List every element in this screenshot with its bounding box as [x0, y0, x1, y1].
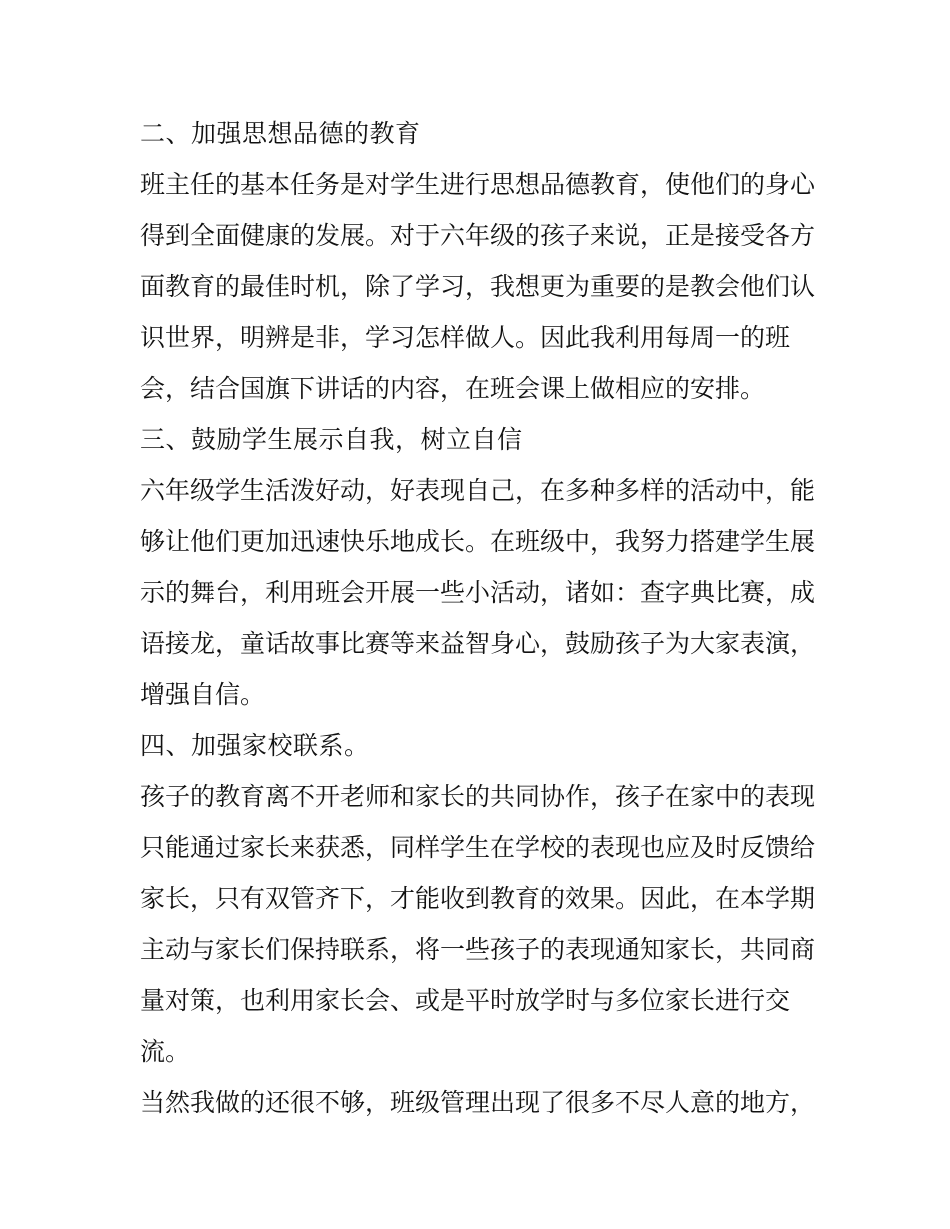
paragraph-line: 孩子的教育离不开老师和家长的共同协作，孩子在家中的表现: [140, 782, 816, 811]
paragraph-line: 班主任的基本任务是对学生进行思想品德教育，使他们的身心: [140, 170, 816, 199]
paragraph-line: 够让他们更加迅速快乐地成长。在班级中，我努力搭建学生展: [140, 527, 816, 556]
paragraph-line: 得到全面健康的发展。对于六年级的孩子来说，正是接受各方: [140, 221, 816, 250]
paragraph-line: 只能通过家长来获悉，同样学生在学校的表现也应及时反馈给: [140, 833, 816, 862]
section-heading-3: 三、鼓励学生展示自我，树立自信: [140, 425, 523, 454]
paragraph-line: 主动与家长们保持联系，将一些孩子的表现通知家长，共同商: [140, 935, 816, 964]
paragraph-line: 语接龙，童话故事比赛等来益智身心，鼓励孩子为大家表演，: [140, 629, 816, 658]
paragraph-line: 六年级学生活泼好动，好表现自己，在多种多样的活动中，能: [140, 476, 816, 505]
section-heading-4: 四、加强家校联系。: [140, 731, 370, 760]
paragraph-line: 家长，只有双管齐下，才能收到教育的效果。因此，在本学期: [140, 884, 816, 913]
paragraph-line: 识世界，明辨是非，学习怎样做人。因此我利用每周一的班: [140, 323, 791, 352]
paragraph-line: 流。: [140, 1037, 191, 1066]
paragraph-line: 示的舞台，利用班会开展一些小活动，诸如：查字典比赛，成: [140, 578, 816, 607]
paragraph-line: 当然我做的还很不够，班级管理出现了很多不尽人意的地方，: [140, 1088, 816, 1117]
paragraph-line: 量对策，也利用家长会、或是平时放学时与多位家长进行交: [140, 986, 791, 1015]
paragraph-line: 增强自信。: [140, 680, 266, 709]
paragraph-line: 面教育的最佳时机，除了学习，我想更为重要的是教会他们认: [140, 272, 816, 301]
paragraph-line: 会，结合国旗下讲话的内容，在班会课上做相应的安排。: [140, 374, 766, 403]
document-body: [140, 108, 816, 1128]
section-heading-2: 二、加强思想品德的教育: [140, 119, 421, 148]
